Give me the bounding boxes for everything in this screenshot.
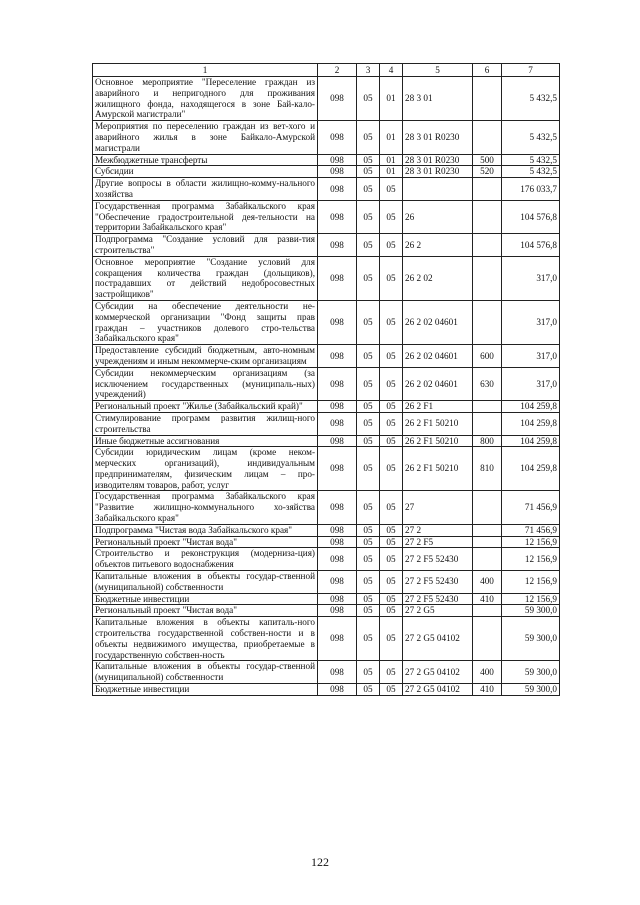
row-section-cell: 05 bbox=[357, 401, 380, 413]
row-subsection-cell: 01 bbox=[380, 154, 403, 166]
row-section-cell: 05 bbox=[357, 367, 380, 400]
table-row bbox=[93, 166, 560, 178]
table-row bbox=[93, 367, 560, 400]
row-amount-cell: 12 156,9 bbox=[502, 593, 560, 605]
row-code-cell: 098 bbox=[318, 345, 357, 368]
row-section-cell: 05 bbox=[357, 536, 380, 548]
row-name-cell: Государственная программа Забайкальского края "Развитие жилищно-коммунального хо-зяйства Забайкальского края" bbox=[93, 491, 318, 524]
row-amount-cell: 59 300,0 bbox=[502, 661, 560, 684]
table-header-row bbox=[93, 64, 560, 77]
row-target-article-cell: 27 2 G5 bbox=[403, 605, 473, 617]
row-subsection-cell: 05 bbox=[380, 491, 403, 524]
table-row bbox=[93, 178, 560, 201]
row-amount-cell: 104 576,8 bbox=[502, 200, 560, 233]
column-header: 4 bbox=[380, 64, 403, 77]
row-amount-cell: 176 033,7 bbox=[502, 178, 560, 201]
row-name-cell: Государственная программа Забайкальского края "Обеспечение градостроительной дея-тельности на территории Забайкальского края" bbox=[93, 200, 318, 233]
row-code-cell: 098 bbox=[318, 536, 357, 548]
row-expense-type-cell bbox=[473, 234, 502, 257]
table-row bbox=[93, 684, 560, 696]
row-subsection-cell: 05 bbox=[380, 401, 403, 413]
table-row bbox=[93, 200, 560, 233]
row-amount-cell: 59 300,0 bbox=[502, 617, 560, 661]
column-header: 3 bbox=[357, 64, 380, 77]
row-code-cell: 098 bbox=[318, 234, 357, 257]
row-target-article-cell: 27 2 F5 52430 bbox=[403, 593, 473, 605]
row-target-article-cell: 27 2 G5 04102 bbox=[403, 684, 473, 696]
row-code-cell: 098 bbox=[318, 77, 357, 121]
row-name-cell: Субсидии bbox=[93, 166, 318, 178]
row-name-cell: Субсидии юридическим лицам (кроме неком-мерческих организаций), индивидуальным предпринимателям, физическим лицам – про-изводителям товаров, работ, услуг bbox=[93, 447, 318, 491]
row-expense-type-cell bbox=[473, 121, 502, 154]
row-name-cell: Иные бюджетные ассигнования bbox=[93, 435, 318, 447]
row-code-cell: 098 bbox=[318, 571, 357, 594]
row-section-cell: 05 bbox=[357, 178, 380, 201]
row-section-cell: 05 bbox=[357, 77, 380, 121]
table-row bbox=[93, 345, 560, 368]
row-code-cell: 098 bbox=[318, 447, 357, 491]
document-page bbox=[92, 63, 559, 696]
row-expense-type-cell: 400 bbox=[473, 571, 502, 594]
row-target-article-cell bbox=[403, 178, 473, 201]
row-code-cell: 098 bbox=[318, 605, 357, 617]
row-amount-cell: 71 456,9 bbox=[502, 524, 560, 536]
column-header: 2 bbox=[318, 64, 357, 77]
row-amount-cell: 317,0 bbox=[502, 345, 560, 368]
row-expense-type-cell bbox=[473, 548, 502, 571]
row-amount-cell: 104 259,8 bbox=[502, 435, 560, 447]
table-row bbox=[93, 300, 560, 344]
row-amount-cell: 104 576,8 bbox=[502, 234, 560, 257]
table-body bbox=[93, 77, 560, 696]
row-name-cell: Предоставление субсидий бюджетным, авто-номным учреждениям и иным некоммерче-ским организациям bbox=[93, 345, 318, 368]
column-header: 1 bbox=[93, 64, 318, 77]
row-amount-cell: 5 432,5 bbox=[502, 154, 560, 166]
row-section-cell: 05 bbox=[357, 256, 380, 300]
row-target-article-cell: 26 2 02 bbox=[403, 256, 473, 300]
row-code-cell: 098 bbox=[318, 617, 357, 661]
row-expense-type-cell bbox=[473, 77, 502, 121]
row-expense-type-cell: 410 bbox=[473, 593, 502, 605]
row-subsection-cell: 05 bbox=[380, 524, 403, 536]
table-row bbox=[93, 524, 560, 536]
row-code-cell: 098 bbox=[318, 412, 357, 435]
row-section-cell: 05 bbox=[357, 154, 380, 166]
row-name-cell: Подпрограмма "Создание условий для разви-тия строительства" bbox=[93, 234, 318, 257]
row-name-cell: Мероприятия по переселению граждан из вет-хого и аварийного жилья в зоне Байкало-Амурской магистрали bbox=[93, 121, 318, 154]
row-section-cell: 05 bbox=[357, 548, 380, 571]
row-subsection-cell: 05 bbox=[380, 571, 403, 594]
row-name-cell: Региональный проект "Чистая вода" bbox=[93, 605, 318, 617]
row-subsection-cell: 05 bbox=[380, 661, 403, 684]
row-subsection-cell: 05 bbox=[380, 548, 403, 571]
row-expense-type-cell: 630 bbox=[473, 367, 502, 400]
row-name-cell: Другие вопросы в области жилищно-комму-нального хозяйства bbox=[93, 178, 318, 201]
row-section-cell: 05 bbox=[357, 617, 380, 661]
row-name-cell: Региональный проект "Жилье (Забайкальский край)" bbox=[93, 401, 318, 413]
row-expense-type-cell bbox=[473, 412, 502, 435]
row-section-cell: 05 bbox=[357, 200, 380, 233]
row-section-cell: 05 bbox=[357, 661, 380, 684]
row-subsection-cell: 05 bbox=[380, 605, 403, 617]
row-expense-type-cell bbox=[473, 617, 502, 661]
row-target-article-cell: 28 3 01 bbox=[403, 77, 473, 121]
row-name-cell: Капитальные вложения в объекты государ-ственной (муниципальной) собственности bbox=[93, 661, 318, 684]
row-subsection-cell: 05 bbox=[380, 684, 403, 696]
row-code-cell: 098 bbox=[318, 256, 357, 300]
row-name-cell: Основное мероприятие "Создание условий для сокращения количества граждан (дольщиков), пострадавших от действий недобросовестных застройщиков" bbox=[93, 256, 318, 300]
row-code-cell: 098 bbox=[318, 524, 357, 536]
budget-table bbox=[92, 63, 560, 696]
row-target-article-cell: 28 3 01 R0230 bbox=[403, 154, 473, 166]
row-target-article-cell: 28 3 01 R0230 bbox=[403, 166, 473, 178]
row-expense-type-cell bbox=[473, 256, 502, 300]
row-amount-cell: 104 259,8 bbox=[502, 401, 560, 413]
row-code-cell: 098 bbox=[318, 661, 357, 684]
row-target-article-cell: 26 2 F1 bbox=[403, 401, 473, 413]
row-section-cell: 05 bbox=[357, 345, 380, 368]
row-name-cell: Стимулирование программ развития жилищ-ного строительства bbox=[93, 412, 318, 435]
row-code-cell: 098 bbox=[318, 367, 357, 400]
table-row bbox=[93, 661, 560, 684]
row-subsection-cell: 05 bbox=[380, 593, 403, 605]
row-name-cell: Субсидии некоммерческим организациям (за исключением государственных (муниципаль-ных) учреждений) bbox=[93, 367, 318, 400]
row-expense-type-cell bbox=[473, 300, 502, 344]
row-code-cell: 098 bbox=[318, 154, 357, 166]
table-row bbox=[93, 154, 560, 166]
row-amount-cell: 104 259,8 bbox=[502, 412, 560, 435]
row-section-cell: 05 bbox=[357, 605, 380, 617]
row-expense-type-cell: 800 bbox=[473, 435, 502, 447]
row-expense-type-cell bbox=[473, 524, 502, 536]
row-amount-cell: 71 456,9 bbox=[502, 491, 560, 524]
row-name-cell: Региональный проект "Чистая вода" bbox=[93, 536, 318, 548]
row-subsection-cell: 05 bbox=[380, 447, 403, 491]
page-number: 122 bbox=[311, 855, 329, 869]
row-target-article-cell: 27 2 bbox=[403, 524, 473, 536]
row-subsection-cell: 05 bbox=[380, 256, 403, 300]
row-target-article-cell: 26 2 02 04601 bbox=[403, 345, 473, 368]
row-subsection-cell: 05 bbox=[380, 412, 403, 435]
row-name-cell: Подпрограмма "Чистая вода Забайкальского края" bbox=[93, 524, 318, 536]
row-subsection-cell: 05 bbox=[380, 178, 403, 201]
row-amount-cell: 317,0 bbox=[502, 300, 560, 344]
row-code-cell: 098 bbox=[318, 178, 357, 201]
row-target-article-cell: 26 bbox=[403, 200, 473, 233]
row-section-cell: 05 bbox=[357, 571, 380, 594]
row-target-article-cell: 26 2 F1 50210 bbox=[403, 447, 473, 491]
table-row bbox=[93, 412, 560, 435]
row-section-cell: 05 bbox=[357, 166, 380, 178]
table-row bbox=[93, 548, 560, 571]
row-code-cell: 098 bbox=[318, 548, 357, 571]
row-name-cell: Бюджетные инвестиции bbox=[93, 593, 318, 605]
row-target-article-cell: 27 bbox=[403, 491, 473, 524]
row-subsection-cell: 05 bbox=[380, 200, 403, 233]
row-name-cell: Бюджетные инвестиции bbox=[93, 684, 318, 696]
row-amount-cell: 12 156,9 bbox=[502, 571, 560, 594]
row-section-cell: 05 bbox=[357, 593, 380, 605]
table-row bbox=[93, 605, 560, 617]
column-header: 7 bbox=[502, 64, 560, 77]
row-target-article-cell: 27 2 F5 52430 bbox=[403, 571, 473, 594]
row-target-article-cell: 27 2 F5 52430 bbox=[403, 548, 473, 571]
row-section-cell: 05 bbox=[357, 412, 380, 435]
row-target-article-cell: 27 2 G5 04102 bbox=[403, 661, 473, 684]
row-target-article-cell: 26 2 F1 50210 bbox=[403, 435, 473, 447]
row-code-cell: 098 bbox=[318, 435, 357, 447]
row-subsection-cell: 01 bbox=[380, 121, 403, 154]
row-code-cell: 098 bbox=[318, 121, 357, 154]
table-row bbox=[93, 435, 560, 447]
row-section-cell: 05 bbox=[357, 491, 380, 524]
row-amount-cell: 317,0 bbox=[502, 367, 560, 400]
row-section-cell: 05 bbox=[357, 300, 380, 344]
row-amount-cell: 317,0 bbox=[502, 256, 560, 300]
row-section-cell: 05 bbox=[357, 121, 380, 154]
row-expense-type-cell: 600 bbox=[473, 345, 502, 368]
row-amount-cell: 12 156,9 bbox=[502, 536, 560, 548]
row-amount-cell: 5 432,5 bbox=[502, 121, 560, 154]
row-section-cell: 05 bbox=[357, 234, 380, 257]
table-row bbox=[93, 491, 560, 524]
table-row bbox=[93, 593, 560, 605]
row-target-article-cell: 26 2 02 04601 bbox=[403, 300, 473, 344]
row-subsection-cell: 05 bbox=[380, 617, 403, 661]
row-code-cell: 098 bbox=[318, 491, 357, 524]
row-section-cell: 05 bbox=[357, 524, 380, 536]
table-row bbox=[93, 234, 560, 257]
row-amount-cell: 12 156,9 bbox=[502, 548, 560, 571]
row-code-cell: 098 bbox=[318, 401, 357, 413]
row-subsection-cell: 05 bbox=[380, 536, 403, 548]
row-name-cell: Капитальные вложения в объекты государ-ственной (муниципальной) собственности bbox=[93, 571, 318, 594]
row-target-article-cell: 26 2 02 04601 bbox=[403, 367, 473, 400]
row-subsection-cell: 01 bbox=[380, 166, 403, 178]
row-subsection-cell: 05 bbox=[380, 345, 403, 368]
row-expense-type-cell bbox=[473, 200, 502, 233]
row-expense-type-cell: 520 bbox=[473, 166, 502, 178]
row-name-cell: Капитальные вложения в объекты капиталь-ного строительства государственной собствен-ности и в объекты недвижимого имущества, приобретаемые в государственную собствен-ность bbox=[93, 617, 318, 661]
table-row bbox=[93, 77, 560, 121]
row-subsection-cell: 05 bbox=[380, 435, 403, 447]
row-subsection-cell: 05 bbox=[380, 234, 403, 257]
row-target-article-cell: 26 2 F1 50210 bbox=[403, 412, 473, 435]
row-target-article-cell: 27 2 F5 bbox=[403, 536, 473, 548]
row-target-article-cell: 26 2 bbox=[403, 234, 473, 257]
row-code-cell: 098 bbox=[318, 593, 357, 605]
table-row bbox=[93, 536, 560, 548]
row-amount-cell: 5 432,5 bbox=[502, 166, 560, 178]
table-row bbox=[93, 401, 560, 413]
row-expense-type-cell: 500 bbox=[473, 154, 502, 166]
row-code-cell: 098 bbox=[318, 300, 357, 344]
row-subsection-cell: 01 bbox=[380, 77, 403, 121]
row-name-cell: Межбюджетные трансферты bbox=[93, 154, 318, 166]
row-subsection-cell: 05 bbox=[380, 300, 403, 344]
row-amount-cell: 59 300,0 bbox=[502, 684, 560, 696]
row-code-cell: 098 bbox=[318, 684, 357, 696]
row-amount-cell: 104 259,8 bbox=[502, 447, 560, 491]
table-row bbox=[93, 121, 560, 154]
row-expense-type-cell: 410 bbox=[473, 684, 502, 696]
row-section-cell: 05 bbox=[357, 435, 380, 447]
column-header: 6 bbox=[473, 64, 502, 77]
row-amount-cell: 5 432,5 bbox=[502, 77, 560, 121]
row-name-cell: Строительство и реконструкция (модерниза-ция) объектов питьевого водоснабжения bbox=[93, 548, 318, 571]
row-amount-cell: 59 300,0 bbox=[502, 605, 560, 617]
row-expense-type-cell bbox=[473, 491, 502, 524]
table-row bbox=[93, 256, 560, 300]
row-name-cell: Основное мероприятие "Переселение граждан из аварийного и непригодного для проживания жилищного фонда, находящегося в зоне Бай-кало-Амурской магистрали" bbox=[93, 77, 318, 121]
column-header: 5 bbox=[403, 64, 473, 77]
row-section-cell: 05 bbox=[357, 684, 380, 696]
row-code-cell: 098 bbox=[318, 200, 357, 233]
row-name-cell: Субсидии на обеспечение деятельности не-коммерческой организации "Фонд защиты прав граждан – участников долевого стро-тельства Забайкальского края" bbox=[93, 300, 318, 344]
row-expense-type-cell bbox=[473, 401, 502, 413]
row-code-cell: 098 bbox=[318, 166, 357, 178]
row-expense-type-cell bbox=[473, 178, 502, 201]
row-expense-type-cell bbox=[473, 536, 502, 548]
row-target-article-cell: 27 2 G5 04102 bbox=[403, 617, 473, 661]
row-expense-type-cell bbox=[473, 605, 502, 617]
table-row bbox=[93, 447, 560, 491]
row-expense-type-cell: 400 bbox=[473, 661, 502, 684]
row-subsection-cell: 05 bbox=[380, 367, 403, 400]
row-expense-type-cell: 810 bbox=[473, 447, 502, 491]
row-target-article-cell: 28 3 01 R0230 bbox=[403, 121, 473, 154]
table-row bbox=[93, 571, 560, 594]
table-row bbox=[93, 617, 560, 661]
row-section-cell: 05 bbox=[357, 447, 380, 491]
